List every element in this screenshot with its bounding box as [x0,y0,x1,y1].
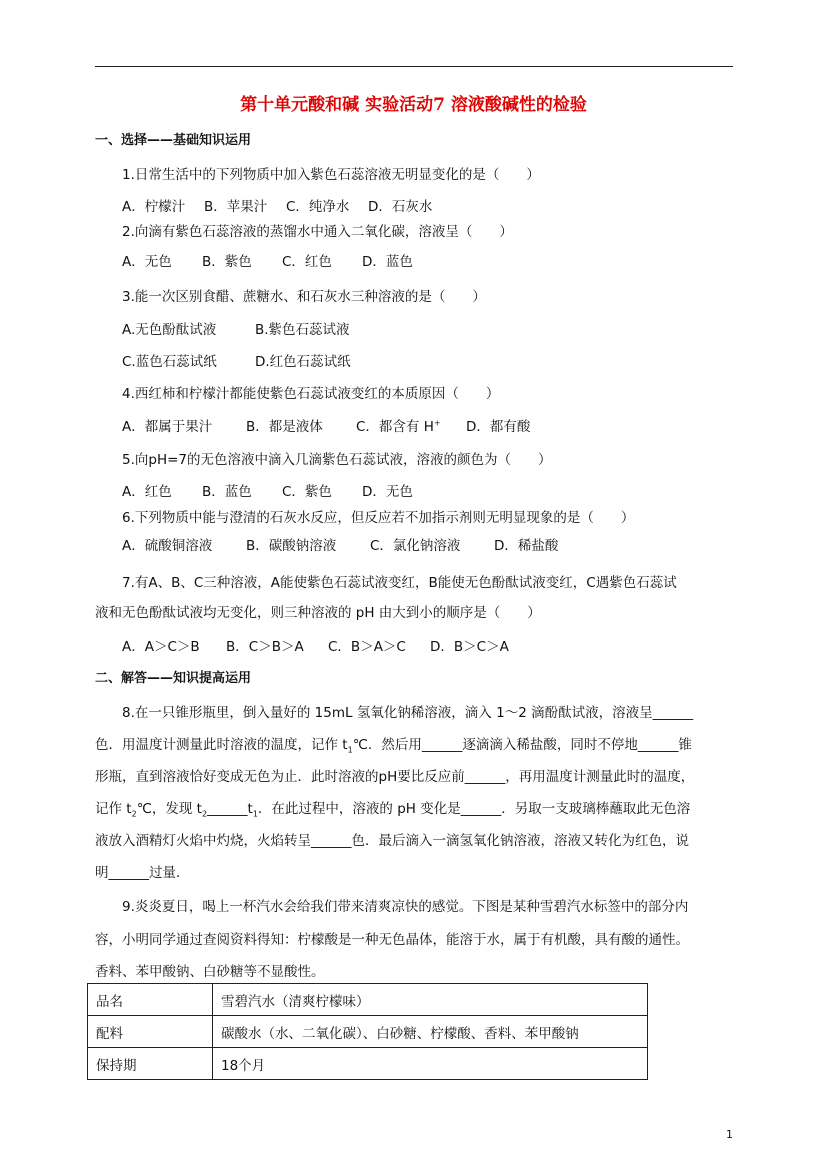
question-9-line1: 9.炎炎夏日，喝上一杯汽水会给我们带来清爽凉快的感觉。下图是某种雪碧汽水标签中的部分内 [122,899,689,915]
q5-option-c: C．紫色 [282,484,332,500]
q1-option-c: C．纯净水 [286,199,350,215]
question-8-line5: 液放入酒精灯火焰中灼烧，火焰转呈______色．最后滴入一滴氢氧化钠溶液，溶液又转化为红色，说 [95,833,689,849]
question-6-options [122,534,558,554]
section-heading-answer: 二、解答——知识提高运用 [95,671,252,686]
question-7-stem-line2: 液和无色酚酞试液均无变化，则三种溶液的 pH 由大到小的顺序是（ ） [95,605,541,621]
question-3-options-row1 [122,318,350,338]
question-8-line3: 形瓶，直到溶液恰好变成无色为止．此时溶液的pH要比反应前______，再用温度计测量此时的温度， [95,769,695,785]
q2-option-a: A．无色 [122,254,172,270]
q6-option-b: B．碳酸钠溶液 [246,538,337,554]
table-value-cell: 碳酸水（水、二氧化碳）、白砂糖、柠檬酸、香料、苯甲酸钠 [213,1016,648,1048]
q5-option-a: A．红色 [122,484,172,500]
q4-option-a: A．都属于果汁 [122,419,213,435]
table-key-cell: 配料 [88,1016,213,1048]
question-1-options [122,195,432,215]
q5-option-b: B．蓝色 [202,484,252,500]
q7-option-d: D．B＞C＞A [430,639,509,655]
q3-option-b: B.紫色石蕊试液 [255,322,350,338]
question-3-stem: 3.能一次区别食醋、蔗糖水、和石灰水三种溶液的是（ ） [122,289,486,305]
q2-option-b: B．紫色 [202,254,252,270]
q7-option-c: C．B＞A＞C [328,639,406,655]
q6-option-d: D．稀盐酸 [494,538,559,554]
q4-option-c-superscript: + [433,418,441,428]
q6-option-c: C．氯化钠溶液 [370,538,461,554]
page-title: 第十单元酸和碱 实验活动7 溶液酸碱性的检验 [240,95,587,115]
question-9-line3: 香料、苯甲酸钠、白砂糖等不显酸性。 [95,964,325,980]
question-2-stem: 2.向滴有紫色石蕊溶液的蒸馏水中通入二氧化碳，溶液呈（ ） [122,224,513,240]
question-8-line2: 色．用温度计测量此时溶液的温度，记作 $t_1℃$．然后用______逐滴滴入稀盐酸，同时不停地______锥 [95,737,692,755]
table-row [88,1016,648,1048]
question-4-options [122,415,530,435]
q7-option-b: B．C＞B＞A [226,639,304,655]
product-label-table [87,983,648,1080]
question-8-line6: 明______过量． [95,865,190,881]
q1-option-a: A．柠檬汁 [122,199,186,215]
table-value-cell: 18个月 [213,1048,648,1080]
question-5-options [122,480,413,500]
table-row [88,984,648,1016]
question-6-stem: 6.下列物质中能与澄清的石灰水反应，但反应若不加指示剂则无明显现象的是（ ） [122,510,635,526]
question-2-options [122,250,413,270]
table-key-cell: 保持期 [88,1048,213,1080]
question-3-options-row2 [122,350,351,370]
q3-option-d: D.红色石蕊试纸 [255,354,351,370]
q1-option-d: D．石灰水 [368,199,433,215]
q7-option-a: A．A＞C＞B [122,639,200,655]
q2-option-c: C．红色 [282,254,332,270]
question-9-line2: 容，小明同学通过查阅资料得知：柠檬酸是一种无色晶体，能溶于水，属于有机酸，具有酸的通性。 [95,932,689,948]
question-7-stem-line1: 7.有A、B、C三种溶液，A能使紫色石蕊试液变红，B能使无色酚酞试液变红，C遇紫色石蕊试 [122,575,677,591]
page-number: 1 [726,1128,733,1141]
table-key-cell: 品名 [88,984,213,1016]
q4-option-c: C．都含有 H [356,419,434,435]
table-row [88,1048,648,1080]
question-8-line1: 8.在一只锥形瓶里，倒入量好的 15mL 氢氧化钠稀溶液，滴入 1～2 滴酚酞试液，溶液呈______ [122,705,694,721]
q4-option-d: D．都有酸 [466,419,531,435]
q3-option-a: A.无色酚酞试液 [122,322,217,338]
q1-option-b: B．苹果汁 [204,199,268,215]
question-7-options [122,635,509,655]
section-heading-choice: 一、选择——基础知识运用 [95,133,252,148]
question-4-stem: 4.西红柿和柠檬汁都能使紫色石蕊试液变红的本质原因（ ） [122,386,500,402]
q5-option-d: D．无色 [362,484,413,500]
q6-option-a: A．硫酸铜溶液 [122,538,213,554]
question-1-stem: 1.日常生活中的下列物质中加入紫色石蕊溶液无明显变化的是（ ） [122,167,540,183]
q3-option-c: C.蓝色石蕊试纸 [122,354,217,370]
q4-option-b: B．都是液体 [246,419,323,435]
table-value-cell: 雪碧汽水（清爽柠檬味） [213,984,648,1016]
header-rule [95,66,733,67]
question-8-line4: 记作 $t_2℃$，发现 $t_2\_\_\_\_\_\_t_1$．在此过程中，溶液的 pH 变化是______．另取一支玻璃棒蘸取此无色溶 [95,801,691,819]
question-5-stem: 5.向pH=7的无色溶液中滴入几滴紫色石蕊试液，溶液的颜色为（ ） [122,452,552,468]
q2-option-d: D．蓝色 [362,254,413,270]
